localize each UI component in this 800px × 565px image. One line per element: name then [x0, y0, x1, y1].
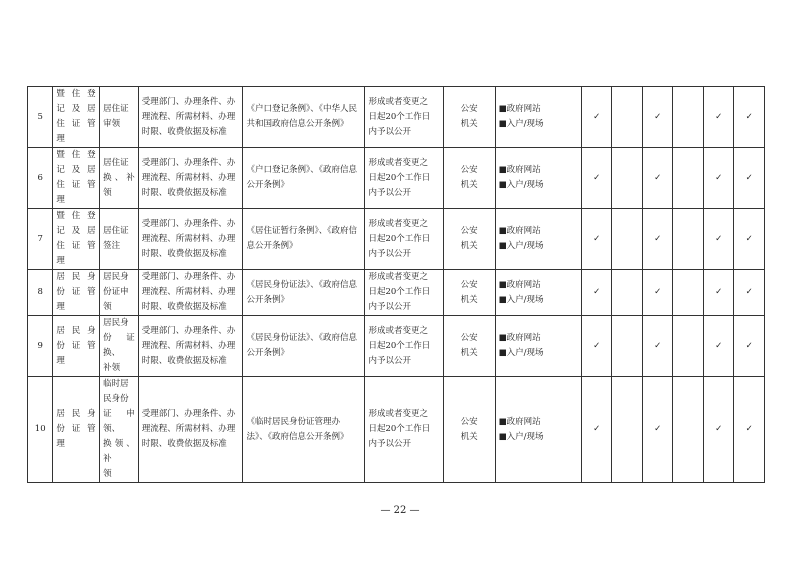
sub-item-cell-line: 证申领、: [103, 409, 135, 434]
basis-cell: [243, 377, 365, 483]
check-mark-cell: [673, 87, 703, 148]
time-limit-cell-line: 形成或者变更之: [368, 96, 428, 107]
item-name-cell-line: 记及居: [56, 104, 97, 114]
time-limit-cell-line: 内予以公开: [368, 187, 411, 198]
time-limit-cell-line: 内予以公开: [368, 355, 411, 366]
basis-cell-line: 息公开条例》: [246, 241, 298, 251]
content-cell-line: 时限、收费依据及标准: [141, 355, 227, 366]
content-cell: [138, 148, 243, 209]
basis-cell: [243, 270, 365, 316]
time-limit-cell-line: 日起20个工作日: [368, 111, 431, 122]
organization-cell: [443, 316, 495, 377]
check-mark-cell: ✓: [581, 316, 611, 377]
check-mark-cell: ✓: [581, 87, 611, 148]
item-name-cell-line: 记及居: [56, 165, 97, 175]
content-cell: [138, 316, 243, 377]
time-limit-cell: [365, 316, 443, 377]
content-cell-line: 时限、收费依据及标准: [141, 302, 227, 312]
time-limit-cell-line: 日起20个工作日: [368, 340, 431, 351]
basis-cell: [243, 87, 365, 148]
item-name-cell-line: 住证管: [56, 119, 97, 129]
item-name-cell-line: 暨住登: [56, 89, 97, 99]
row-number-cell: 8: [28, 270, 53, 316]
table-row: [28, 87, 765, 148]
channel-cell-line: ■入户/现场: [498, 180, 544, 190]
item-name-cell-line: 居民身: [56, 272, 97, 282]
item-name-cell-line: 住证管: [56, 241, 97, 251]
sub-item-cell: [100, 209, 139, 270]
organization-cell-line: 公安: [460, 416, 478, 427]
basis-cell: [243, 209, 365, 270]
basis-cell-line: 法》、《政府信息公开条例》: [246, 431, 349, 442]
check-mark-cell: ✓: [734, 209, 765, 270]
basis-cell: [243, 148, 365, 209]
channel-cell-line: ■政府网站: [498, 333, 541, 343]
item-name-cell: [53, 316, 100, 377]
item-name-cell-line: 份证管: [56, 287, 97, 297]
channel-cell-line: ■政府网站: [498, 279, 541, 290]
content-cell-line: 理流程、所需材料、办理: [141, 424, 236, 434]
content-cell-line: 理流程、所需材料、办理: [141, 172, 236, 183]
row-number-cell: 6: [28, 148, 53, 209]
content-cell-line: 受理部门、办理条件、办: [141, 96, 236, 107]
organization-cell-line: 公安: [460, 279, 478, 290]
organization-cell-line: 公安: [460, 333, 478, 343]
check-mark-cell: [612, 377, 642, 483]
organization-cell: [443, 87, 495, 148]
check-mark-cell: ✓: [734, 148, 765, 209]
row-number-cell: 5: [28, 87, 53, 148]
item-name-cell-line: 理: [56, 355, 66, 366]
content-cell: [138, 270, 243, 316]
check-mark-cell: [673, 270, 703, 316]
check-mark-cell: ✓: [581, 148, 611, 209]
basis-cell-line: 《居住证暂行条例》、《政府信: [246, 226, 357, 236]
row-number-cell: 9: [28, 316, 53, 377]
item-name-cell: [53, 270, 100, 316]
time-limit-cell-line: 内予以公开: [368, 248, 411, 259]
content-cell-line: 受理部门、办理条件、办: [141, 409, 236, 419]
channel-cell-line: ■入户/现场: [498, 348, 544, 358]
sub-item-cell-line: 换领、补: [103, 439, 135, 464]
content-cell-line: 时限、收费依据及标准: [141, 439, 227, 449]
organization-cell: [443, 270, 495, 316]
row-number-cell: 10: [28, 377, 53, 483]
sub-item-cell-line: 居民身: [103, 318, 129, 328]
content-cell-line: 时限、收费依据及标准: [141, 126, 227, 137]
channel-cell: [495, 209, 581, 270]
sub-item-cell-line: 临时居: [103, 379, 129, 389]
item-name-cell-line: 理: [56, 256, 66, 266]
check-mark-cell: ✓: [734, 87, 765, 148]
item-name-cell: [53, 377, 100, 483]
sub-item-cell-line: 居住证: [103, 104, 129, 114]
check-mark-cell: ✓: [581, 209, 611, 270]
content-cell: [138, 87, 243, 148]
channel-cell-line: ■入户/现场: [498, 241, 544, 251]
content-cell-line: 受理部门、办理条件、办: [141, 325, 236, 336]
check-mark-cell: [673, 377, 703, 483]
sub-item-cell-line: 份证申: [103, 287, 129, 297]
basis-cell-line: 《户口登记条例》、《中华人民: [246, 104, 357, 114]
check-mark-cell: ✓: [642, 270, 672, 316]
basis-cell-line: 《户口登记条例》、《政府信息: [246, 165, 357, 175]
channel-cell-line: ■入户/现场: [498, 119, 544, 129]
time-limit-cell-line: 日起20个工作日: [368, 233, 431, 244]
channel-cell: [495, 316, 581, 377]
basis-cell: [243, 316, 365, 377]
disclosure-table: [27, 86, 765, 483]
basis-cell-line: 公开条例》: [246, 294, 289, 305]
basis-cell-line: 共和国政府信息公开条例》: [246, 119, 349, 129]
channel-cell-line: ■入户/现场: [498, 294, 544, 305]
item-name-cell-line: 理: [56, 302, 66, 312]
check-mark-cell: ✓: [642, 316, 672, 377]
sub-item-cell-line: 民身份: [103, 394, 129, 404]
time-limit-cell: [365, 148, 443, 209]
check-mark-cell: ✓: [642, 377, 672, 483]
check-mark-cell: [612, 87, 642, 148]
organization-cell: [443, 377, 495, 483]
time-limit-cell: [365, 87, 443, 148]
item-name-cell-line: 理: [56, 439, 66, 449]
check-mark-cell: ✓: [734, 377, 765, 483]
sub-item-cell: [100, 377, 139, 483]
check-mark-cell: ✓: [581, 377, 611, 483]
organization-cell-line: 机关: [460, 431, 478, 442]
content-cell: [138, 377, 243, 483]
organization-cell-line: 公安: [460, 165, 478, 175]
time-limit-cell: [365, 270, 443, 316]
channel-cell: [495, 87, 581, 148]
content-cell-line: 受理部门、办理条件、办: [141, 218, 236, 229]
organization-cell: [443, 148, 495, 209]
sub-item-cell: [100, 270, 139, 316]
sub-item-cell: [100, 87, 139, 148]
item-name-cell-line: 居民身: [56, 325, 97, 336]
item-name-cell: [53, 148, 100, 209]
time-limit-cell: [365, 377, 443, 483]
check-mark-cell: ✓: [703, 148, 733, 209]
sub-item-cell-line: 换、补领: [103, 172, 135, 198]
sub-item-cell-line: 领: [103, 302, 112, 312]
content-cell-line: 时限、收费依据及标准: [141, 248, 227, 259]
organization-cell: [443, 209, 495, 270]
basis-cell-line: 《居民身份证法》、《政府信息: [246, 333, 357, 343]
channel-cell-line: ■入户/现场: [498, 431, 544, 442]
item-name-cell-line: 暨住登: [56, 211, 97, 221]
content-cell-line: 理流程、所需材料、办理: [141, 111, 236, 122]
table-row: [28, 316, 765, 377]
check-mark-cell: ✓: [642, 148, 672, 209]
content-cell-line: 时限、收费依据及标准: [141, 187, 227, 198]
check-mark-cell: ✓: [581, 270, 611, 316]
check-mark-cell: [673, 148, 703, 209]
content-cell: [138, 209, 243, 270]
channel-cell: [495, 148, 581, 209]
basis-cell-line: 公开条例》: [246, 348, 289, 358]
time-limit-cell-line: 日起20个工作日: [368, 172, 431, 183]
sub-item-cell-line: 审领: [103, 119, 121, 129]
organization-cell-line: 公安: [460, 226, 478, 236]
organization-cell-line: 机关: [460, 348, 478, 358]
item-name-cell-line: 份证管: [56, 340, 97, 351]
sub-item-cell-line: 份证换、: [103, 333, 135, 358]
organization-cell-line: 机关: [460, 294, 478, 305]
sub-item-cell-line: 补领: [103, 363, 121, 373]
time-limit-cell-line: 日起20个工作日: [368, 424, 431, 434]
sub-item-cell-line: 居民身: [103, 272, 129, 282]
basis-cell-line: 《居民身份证法》、《政府信息: [246, 279, 357, 290]
check-mark-cell: ✓: [703, 270, 733, 316]
check-mark-cell: ✓: [703, 316, 733, 377]
item-name-cell-line: 理: [56, 134, 66, 144]
organization-cell-line: 机关: [460, 180, 478, 190]
basis-cell-line: 《临时居民身份证管理办: [246, 416, 340, 427]
time-limit-cell: [365, 209, 443, 270]
sub-item-cell-line: 签注: [103, 241, 121, 251]
content-cell-line: 受理部门、办理条件、办: [141, 157, 236, 168]
page-number: — 22 —: [380, 505, 420, 516]
content-cell-line: 理流程、所需材料、办理: [141, 340, 236, 351]
check-mark-cell: ✓: [703, 209, 733, 270]
organization-cell-line: 机关: [460, 241, 478, 251]
table-row: [28, 209, 765, 270]
check-mark-cell: ✓: [642, 87, 672, 148]
time-limit-cell-line: 形成或者变更之: [368, 157, 428, 168]
table-row: [28, 270, 765, 316]
time-limit-cell-line: 内予以公开: [368, 302, 411, 312]
check-mark-cell: [612, 270, 642, 316]
check-mark-cell: ✓: [642, 209, 672, 270]
content-cell-line: 理流程、所需材料、办理: [141, 233, 236, 244]
item-name-cell-line: 份证管: [56, 424, 97, 434]
check-mark-cell: ✓: [703, 87, 733, 148]
organization-cell-line: 公安: [460, 104, 478, 114]
check-mark-cell: [612, 209, 642, 270]
channel-cell-line: ■政府网站: [498, 226, 541, 236]
item-name-cell: [53, 87, 100, 148]
check-mark-cell: [612, 316, 642, 377]
item-name-cell-line: 住证管: [56, 180, 97, 190]
item-name-cell: [53, 209, 100, 270]
time-limit-cell-line: 内予以公开: [368, 126, 411, 137]
check-mark-cell: ✓: [703, 377, 733, 483]
channel-cell-line: ■政府网站: [498, 104, 541, 114]
item-name-cell-line: 记及居: [56, 226, 97, 236]
channel-cell-line: ■政府网站: [498, 416, 541, 427]
organization-cell-line: 机关: [460, 119, 478, 129]
channel-cell-line: ■政府网站: [498, 165, 541, 175]
sub-item-cell-line: 领: [103, 469, 112, 479]
time-limit-cell-line: 形成或者变更之: [368, 409, 428, 419]
item-name-cell-line: 居民身: [56, 409, 97, 419]
check-mark-cell: ✓: [734, 270, 765, 316]
channel-cell: [495, 377, 581, 483]
table-row: [28, 148, 765, 209]
item-name-cell-line: 暨住登: [56, 150, 97, 160]
check-mark-cell: [673, 316, 703, 377]
row-number-cell: 7: [28, 209, 53, 270]
basis-cell-line: 公开条例》: [246, 180, 289, 190]
time-limit-cell-line: 日起20个工作日: [368, 287, 431, 297]
sub-item-cell-line: 居住证: [103, 226, 129, 236]
content-cell-line: 受理部门、办理条件、办: [141, 272, 236, 282]
check-mark-cell: [673, 209, 703, 270]
sub-item-cell: [100, 316, 139, 377]
table-row: [28, 377, 765, 483]
time-limit-cell-line: 形成或者变更之: [368, 272, 428, 282]
sub-item-cell: [100, 148, 139, 209]
sub-item-cell-line: 居住证: [103, 157, 129, 168]
time-limit-cell-line: 形成或者变更之: [368, 325, 428, 336]
check-mark-cell: ✓: [734, 316, 765, 377]
time-limit-cell-line: 内予以公开: [368, 439, 411, 449]
time-limit-cell-line: 形成或者变更之: [368, 218, 428, 229]
content-cell-line: 理流程、所需材料、办理: [141, 287, 236, 297]
check-mark-cell: [612, 148, 642, 209]
table-body: [28, 87, 765, 483]
item-name-cell-line: 理: [56, 195, 66, 205]
channel-cell: [495, 270, 581, 316]
